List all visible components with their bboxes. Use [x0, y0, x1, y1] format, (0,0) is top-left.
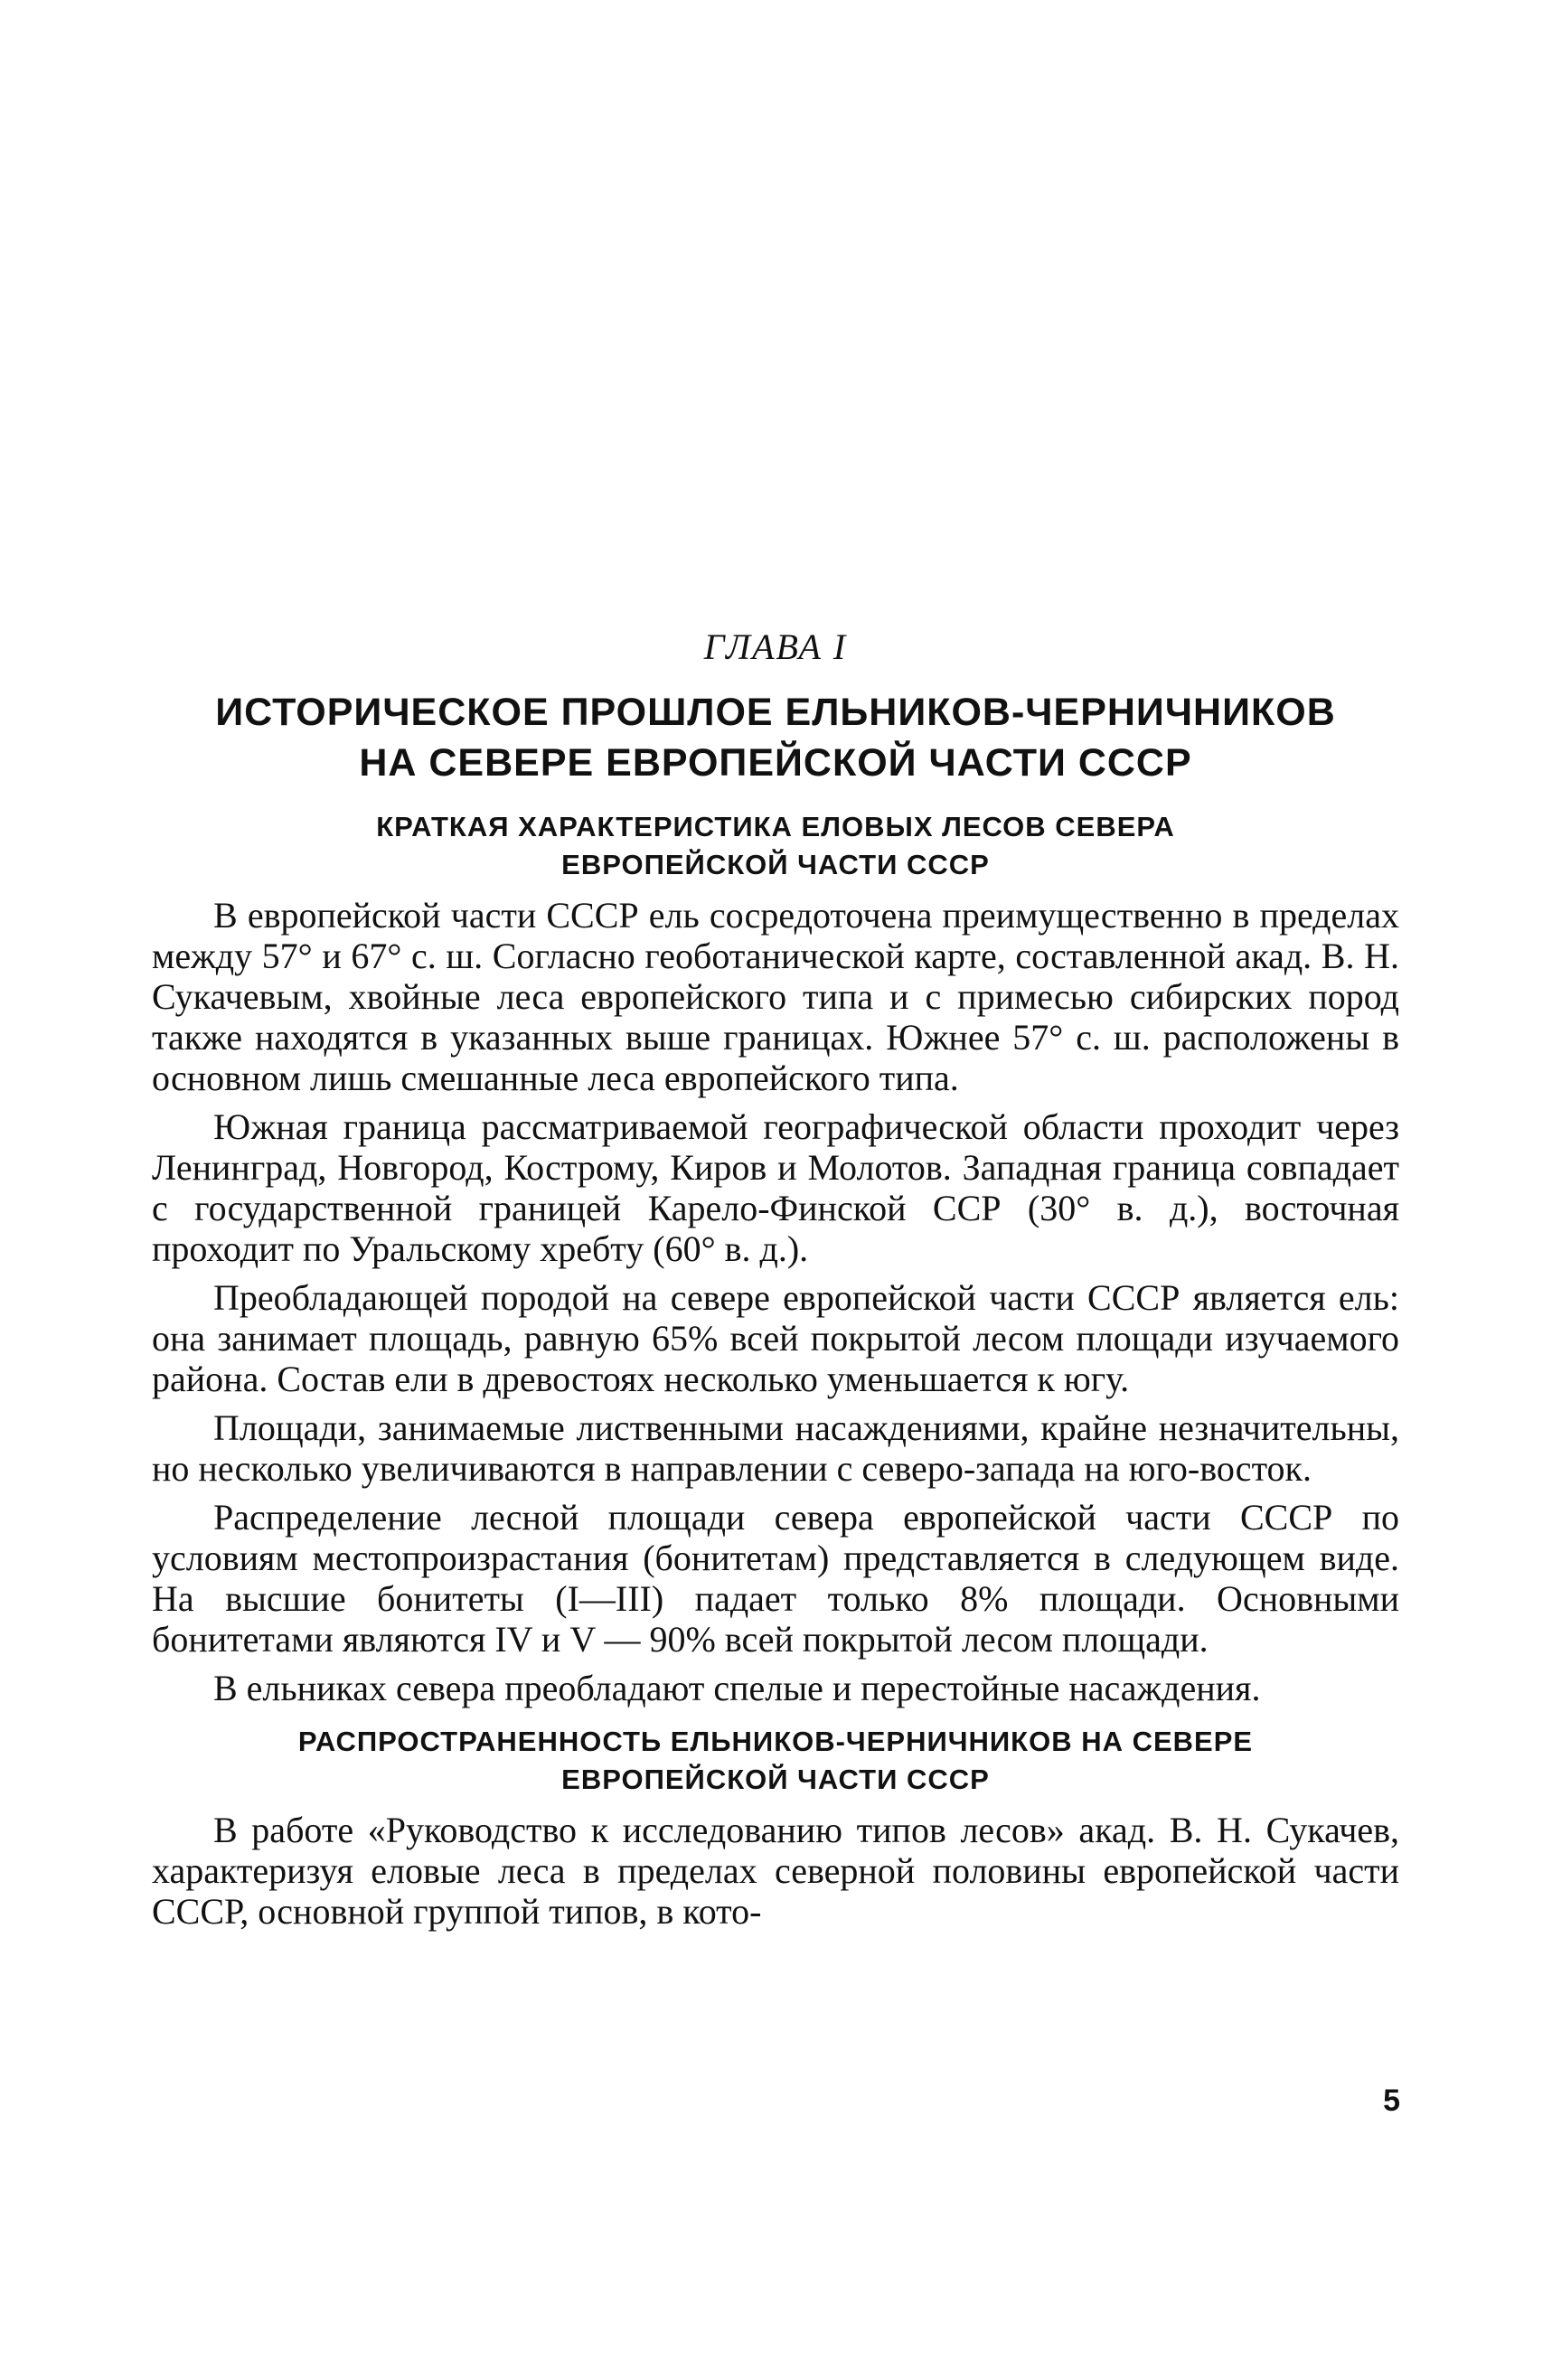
chapter-label: ГЛАВА I — [703, 626, 848, 667]
paragraph: В ельниках севера преобладают спелые и перестойные насаждения. — [213, 1668, 1261, 1708]
paragraph: В работе «Руководство к исследованию типов лесов» акад. В. Н. Сукачев, характеризуя еловые леса в пределах северной половины европейской части СССР, основной группой типов, в кото- — [152, 1810, 1399, 1932]
section-title-forest-characteristics — [152, 808, 1399, 884]
paragraph: Площади, занимаемые лиственными насаждениями, крайне незначительны, но несколько увеличиваются в направлении с северо-запада на юго-восток. — [152, 1407, 1399, 1489]
chapter-title-line-1: ИСТОРИЧЕСКОЕ ПРОШЛОЕ ЕЛЬНИКОВ-ЧЕРНИЧНИКОВ — [215, 691, 1336, 734]
chapter-title-line-2: НА СЕВЕРЕ ЕВРОПЕЙСКОЙ ЧАСТИ СССР — [359, 741, 1192, 785]
section-title-distribution — [152, 1723, 1399, 1799]
paragraph: Распределение лесной площади севера европейской части СССР по условиям местопроизрастания (бонитетам) представляется в следующем виде. На высшие бонитеты (I—III) падает только 8% площади. Основными бонитетами являются IV и V — 90% всей покрытой лесом площади. — [152, 1497, 1399, 1660]
paragraph: Южная граница рассматриваемой географической области проходит через Ленинград, Новгород, Кострому, Киров и Молотов. Западная граница совпадает с государственной границей Карело-Финской ССР (30° в. д.), восточная проходит по Уральскому хребту (60° в. д.). — [152, 1106, 1399, 1269]
page-number: 5 — [1383, 2084, 1400, 2118]
paragraph: В европейской части СССР ель сосредоточена преимущественно в пределах между 57° и 67° с. ш. Согласно геоботанической карте, составленной акад. В. Н. Сукачевым, хвойные леса европейского типа и с примесью сибирских пород также находятся в указанных выше границах. Южнее 57° с. ш. расположены в основном лишь смешанные леса европейского типа. — [152, 895, 1399, 1098]
chapter-title — [152, 687, 1399, 788]
section-title-line-2: ЕВРОПЕЙСКОЙ ЧАСТИ СССР — [561, 849, 990, 880]
section-title-line-1: РАСПРОСТРАНЕННОСТЬ ЕЛЬНИКОВ-ЧЕРНИЧНИКОВ НА СЕВЕРЕ — [297, 1726, 1254, 1757]
section-title-line-2: ЕВРОПЕЙСКОЙ ЧАСТИ СССР — [561, 1764, 990, 1795]
section-title-line-1: КРАТКАЯ ХАРАКТЕРИСТИКА ЕЛОВЫХ ЛЕСОВ СЕВЕРА — [376, 811, 1175, 842]
page-body — [152, 624, 1399, 1940]
paragraph: Преобладающей породой на севере европейской части СССР является ель: она занимает площадь, равную 65% всей покрытой лесом площади изучаемого района. Состав ели в древостоях несколько уменьшается к югу. — [152, 1277, 1399, 1399]
